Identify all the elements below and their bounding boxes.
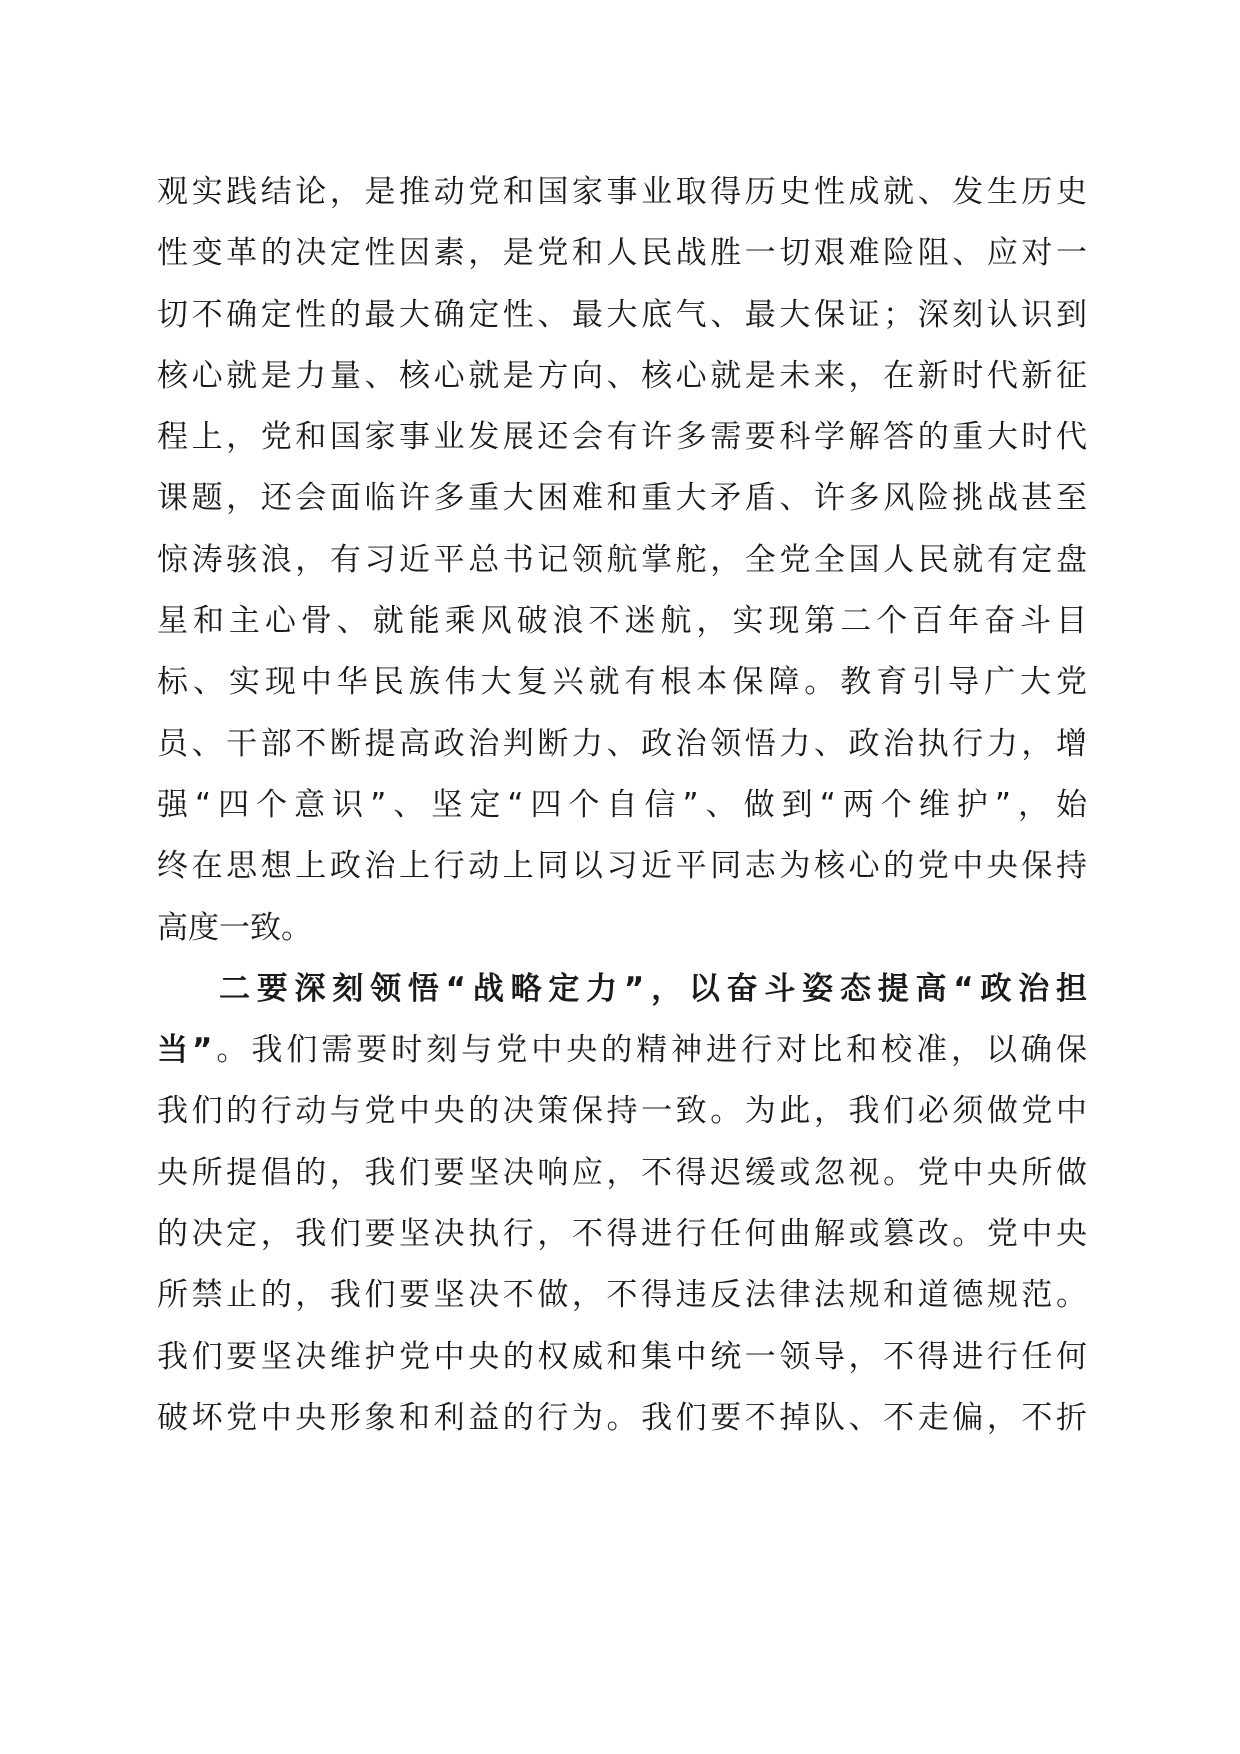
paragraph-line: 央所提倡的，我们要坚决响应，不得迟缓或忽视。党中央所做: [157, 1154, 1087, 1191]
paragraph-line: 强“四个意识”、坚定“四个自信”、做到“两个维护”，始: [157, 786, 1087, 823]
paragraph-line: [157, 1020, 1087, 1081]
paragraph-line: 星和主心骨、就能乘风破浪不迷航，实现第二个百年奋斗目: [157, 603, 1087, 640]
paragraph-line: 破坏党中央形象和利益的行为。我们要不掉队、不走偏，不折: [157, 1399, 1087, 1436]
paragraph-line: 核心就是力量、核心就是方向、核心就是未来，在新时代新征: [157, 357, 1087, 394]
paragraph-line: 高度一致。: [157, 909, 312, 946]
paragraph-line: 惊涛骇浪，有习近平总书记领航掌舵，全党全国人民就有定盘: [157, 541, 1087, 578]
section-heading: 二要深刻领悟“战略定力”，以奋斗姿态提高“政治担: [219, 970, 1087, 1007]
paragraph-line: 员、干部不断提高政治判断力、政治领悟力、政治执行力，增: [157, 725, 1087, 762]
paragraph-line: 所禁止的，我们要坚决不做，不得违反法律法规和道德规范。: [157, 1277, 1087, 1314]
document-page: [157, 162, 1087, 1449]
paragraph-line: 程上，党和国家事业发展还会有许多需要科学解答的重大时代: [157, 419, 1087, 456]
section-heading-tail: 当”: [157, 1032, 213, 1069]
paragraph-line: 性变革的决定性因素，是党和人民战胜一切艰难险阻、应对一: [157, 235, 1087, 272]
paragraph-line: 终在思想上政治上行动上同以习近平同志为核心的党中央保持: [157, 848, 1087, 885]
paragraph-line: 切不确定性的最大确定性、最大底气、最大保证；深刻认识到: [157, 296, 1087, 333]
paragraph-line: 我们的行动与党中央的决策保持一致。为此，我们必须做党中: [157, 1093, 1087, 1130]
paragraph-line: 的决定，我们要坚决执行，不得进行任何曲解或篡改。党中央: [157, 1216, 1087, 1253]
paragraph-line: 课题，还会面临许多重大困难和重大矛盾、许多风险挑战甚至: [157, 480, 1087, 517]
paragraph-line: 我们要坚决维护党中央的权威和集中统一领导，不得进行任何: [157, 1338, 1087, 1375]
paragraph-text: 。我们需要时刻与党中央的精神进行对比和校准，以确保: [212, 1032, 1088, 1069]
paragraph-line: 标、实现中华民族伟大复兴就有根本保障。教育引导广大党: [157, 664, 1087, 701]
paragraph-line: 观实践结论，是推动党和国家事业取得历史性成就、发生历史: [157, 174, 1087, 210]
